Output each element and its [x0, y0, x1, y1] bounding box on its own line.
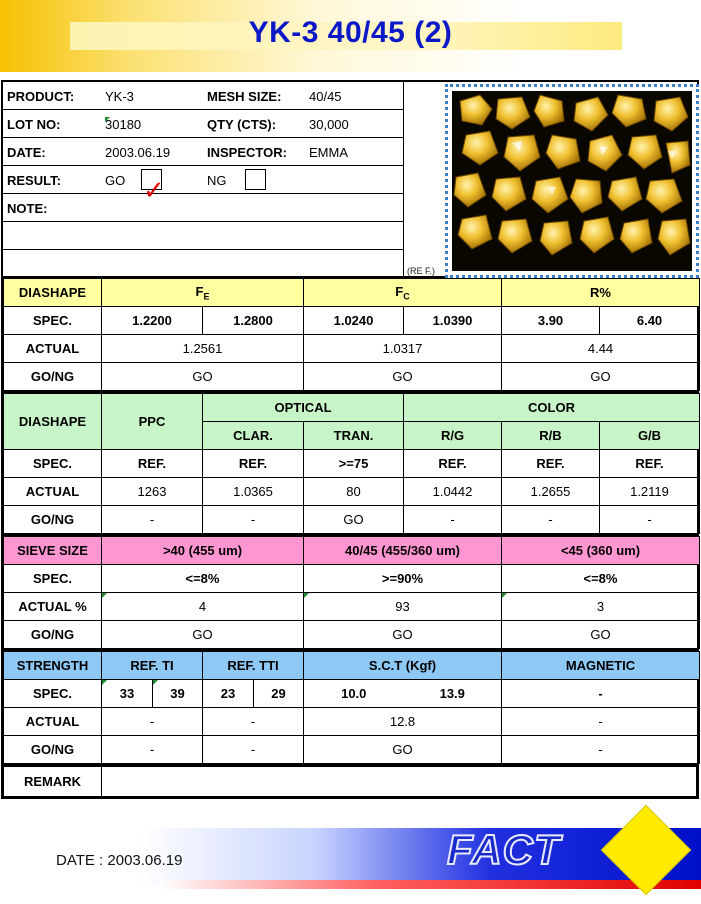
info-row-lot: LOT NO: 30180 QTY (CTS): 30,000 — [3, 110, 404, 138]
table-row: ACTUAL - - 12.8 - — [4, 708, 700, 736]
strength-table: STRENGTH REF. TI REF. TTI S.C.T (Kgf) MAGNETIC SPEC. 33 39 23 29 10.0 13.9 - ACTUAL - - 12.8 - GO/NG - - GO - — [3, 651, 697, 766]
page-title: YK-3 40/45 (2) — [248, 16, 453, 49]
optical-header: OPTICAL — [203, 394, 404, 422]
remark-section — [3, 766, 697, 797]
check-icon: ✓ — [143, 175, 165, 205]
diashape-fe-fc-table: DIASHAPE $F_E$ $F_C$ R% SPEC. 1.2200 1.2800 1.0240 1.0390 3.90 6.40 ACTUAL 1.2561 1.0317 4.44 GO/NG GO GO GO — [3, 278, 697, 393]
ng-checkbox[interactable] — [245, 169, 266, 190]
fact-logo: FACT — [447, 826, 561, 873]
table-row: ACTUAL 1.2561 1.0317 4.44 — [4, 335, 700, 363]
table-row: GO/NG - - GO - - - — [4, 506, 700, 534]
footer-red-stripe — [160, 880, 701, 889]
date-value: 2003.06.19 — [105, 145, 171, 160]
table-row: GO/NG - - GO - — [4, 736, 700, 764]
ppc-header: PPC — [102, 394, 203, 450]
footer-date: DATE : 2003.06.19 — [56, 852, 183, 869]
remark-value — [102, 767, 697, 797]
info-fields — [3, 82, 404, 276]
note-line — [3, 222, 404, 250]
go-checkbox[interactable] — [141, 169, 165, 205]
ppc-optical-color-table: DIASHAPE PPC OPTICAL COLOR CLAR. TRAN. R/G R/B G/B SPEC. REF. REF. >=75 REF. REF. REF. ACTUAL 1263 1.0365 80 1.0442 1.2655 1.2119 GO/NG - - GO - - - — [3, 393, 697, 536]
info-row-date: DATE: 2003.06.19 INSPECTOR: EMMA — [3, 138, 404, 166]
reference-photo-frame — [445, 84, 699, 278]
mesh-value: 40/45 — [309, 89, 342, 104]
table-row: GO/NG GO GO GO — [4, 363, 700, 391]
fe-header: $F_E$ — [102, 279, 304, 307]
qty-value: 30,000 — [309, 117, 349, 132]
table-row: GO/NG GO GO GO — [4, 621, 700, 649]
info-row-note: NOTE: — [3, 194, 404, 222]
table-row: SPEC. <=8% >=90% <=8% — [4, 565, 700, 593]
fc-header: $F_C$ — [304, 279, 502, 307]
info-row-product: PRODUCT: YK-3 MESH SIZE: 40/45 — [3, 82, 404, 110]
r-percent-header: R% — [502, 279, 700, 307]
lot-value: 30180 — [105, 117, 142, 132]
table-row: ACTUAL % 4 93 3 — [4, 593, 700, 621]
remark-label: REMARK — [4, 767, 102, 797]
product-value: YK-3 — [105, 89, 134, 104]
table-row: SPEC. REF. REF. >=75 REF. REF. REF. — [4, 450, 700, 478]
ref-label: (RE F.) — [407, 266, 435, 276]
diamond-crystals-photo — [452, 91, 692, 271]
color-header: COLOR — [404, 394, 700, 422]
info-row-result: RESULT: GO ✓ NG — [3, 166, 404, 194]
table-row: SPEC. 1.2200 1.2800 1.0240 1.0390 3.90 6.40 — [4, 307, 700, 335]
inspection-sheet — [1, 80, 699, 799]
sieve-size-table: SIEVE SIZE >40 (455 um) 40/45 (455/360 um) <45 (360 um) SPEC. <=8% >=90% <=8% ACTUAL % 4 93 3 GO/NG GO GO GO — [3, 536, 697, 651]
inspector-value: EMMA — [309, 145, 348, 160]
info-section — [3, 82, 697, 278]
table-row: ACTUAL 1263 1.0365 80 1.0442 1.2655 1.2119 — [4, 478, 700, 506]
table-row: SPEC. 33 39 23 29 10.0 13.9 - — [4, 680, 700, 708]
